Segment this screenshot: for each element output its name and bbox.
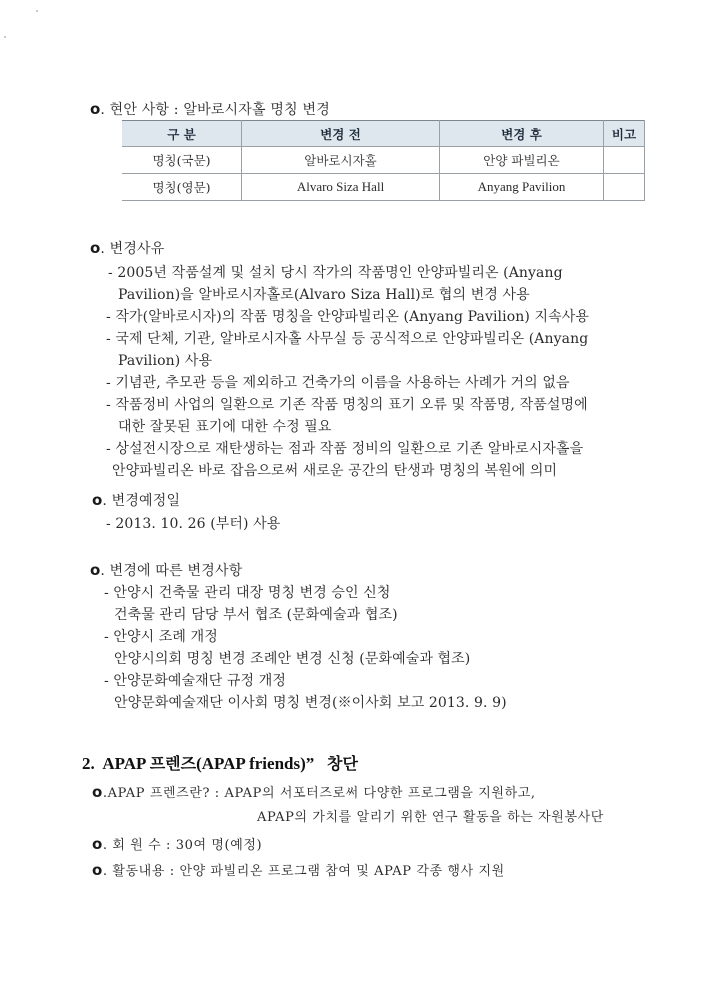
issue-heading bbox=[90, 99, 330, 119]
reason-line: - 2005년 작품설계 및 설치 당시 작가의 작품명인 안양파빌리온 (Anyang bbox=[108, 265, 563, 281]
cell-category: 명칭(영문) bbox=[122, 174, 242, 201]
reason-line: - 작가(알바로시자)의 작품 명칭을 안양파빌리온 (Anyang Pavilion) 지속사용 bbox=[106, 309, 589, 325]
col-header-before: 변경 전 bbox=[242, 121, 440, 147]
changes-line: 건축물 관리 담당 부서 협조 (문화예술과 협조) bbox=[114, 607, 398, 623]
circle-bullet-icon: o bbox=[90, 561, 101, 579]
date-heading: o. 변경예정일 bbox=[92, 491, 181, 509]
reason-line: - 작품정비 사업의 일환으로 기존 작품 명칭의 표기 오류 및 작품명, 작품설명에 bbox=[106, 397, 588, 413]
circle-bullet-icon: o bbox=[92, 835, 103, 853]
member-count: o. 회 원 수 : 30여 명(예정) bbox=[92, 835, 263, 853]
section2-heading: 2. APAP 프렌즈(APAP friends)” 창단 bbox=[82, 754, 358, 773]
changes-line: - 안양시 건축물 관리 대장 명칭 변경 승인 신청 bbox=[104, 585, 391, 601]
changes-line: - 안양시 조례 개정 bbox=[104, 629, 218, 645]
name-change-table bbox=[122, 120, 645, 201]
apap-friends-definition-cont: APAP의 가치를 알리기 위한 연구 활동을 하는 자원봉사단 bbox=[257, 810, 604, 825]
changes-line: 안양문화예술재단 이사회 명칭 변경(※이사회 보고 2013. 9. 9) bbox=[114, 695, 507, 711]
activity-content: o. 활동내용 : 안양 파빌리온 프로그램 참여 및 APAP 각종 행사 지원 bbox=[92, 861, 505, 879]
cell-before: Alvaro Siza Hall bbox=[242, 174, 440, 201]
reason-line: - 국제 단체, 기관, 알바로시자홀 사무실 등 공식적으로 안양파빌리온 (Anyang bbox=[106, 331, 589, 347]
reason-heading: o. 변경사유 bbox=[90, 239, 165, 257]
table-row bbox=[122, 147, 645, 174]
cell-before: 알바로시자홀 bbox=[242, 147, 440, 174]
table-header-row bbox=[122, 121, 645, 147]
reason-line: Pavilion)을 알바로시자홀로(Alvaro Siza Hall)로 협의 변경 사용 bbox=[118, 287, 530, 303]
cell-after: 안양 파빌리온 bbox=[440, 147, 604, 174]
changes-heading: o. 변경에 따른 변경사항 bbox=[90, 561, 243, 579]
reason-line: - 상설전시장으로 재탄생하는 점과 작품 정비의 일환으로 기존 알바로시자홀을 bbox=[106, 441, 584, 457]
circle-bullet-icon: o bbox=[90, 100, 101, 118]
cell-after: Anyang Pavilion bbox=[440, 174, 604, 201]
cell-category: 명칭(국문) bbox=[122, 147, 242, 174]
changes-line: - 안양문화예술재단 규정 개정 bbox=[104, 673, 286, 689]
reason-line: 대한 잘못된 표기에 대한 수정 필요 bbox=[118, 419, 332, 435]
circle-bullet-icon: o bbox=[92, 491, 103, 509]
reason-line: 안양파빌리온 바로 잡음으로써 새로운 공간의 탄생과 명칭의 복원에 의미 bbox=[112, 463, 558, 479]
circle-bullet-icon: o bbox=[92, 861, 103, 879]
col-header-note: 비고 bbox=[604, 121, 645, 147]
changes-line: 안양시의회 명칭 변경 조례안 변경 신청 (문화예술과 협조) bbox=[114, 651, 471, 667]
table-row bbox=[122, 174, 645, 201]
cell-note bbox=[604, 174, 645, 201]
col-header-category: 구 분 bbox=[122, 121, 242, 147]
date-line: - 2013. 10. 26 (부터) 사용 bbox=[106, 516, 281, 532]
cell-note bbox=[604, 147, 645, 174]
reason-line: Pavilion) 사용 bbox=[118, 353, 213, 369]
issue-title: . 현안 사항 : 알바로시자홀 명칭 변경 bbox=[100, 102, 330, 118]
reason-line: - 기념관, 추모관 등을 제외하고 건축가의 이름을 사용하는 사례가 거의 없음 bbox=[106, 375, 570, 391]
apap-friends-definition: o.APAP 프렌즈란? : APAP의 서포터즈로써 다양한 프로그램을 지원하고, bbox=[92, 783, 536, 801]
circle-bullet-icon: o bbox=[92, 783, 103, 801]
col-header-after: 변경 후 bbox=[440, 121, 604, 147]
circle-bullet-icon: o bbox=[90, 239, 101, 257]
scan-speck bbox=[36, 10, 38, 12]
scan-speck bbox=[4, 36, 6, 38]
